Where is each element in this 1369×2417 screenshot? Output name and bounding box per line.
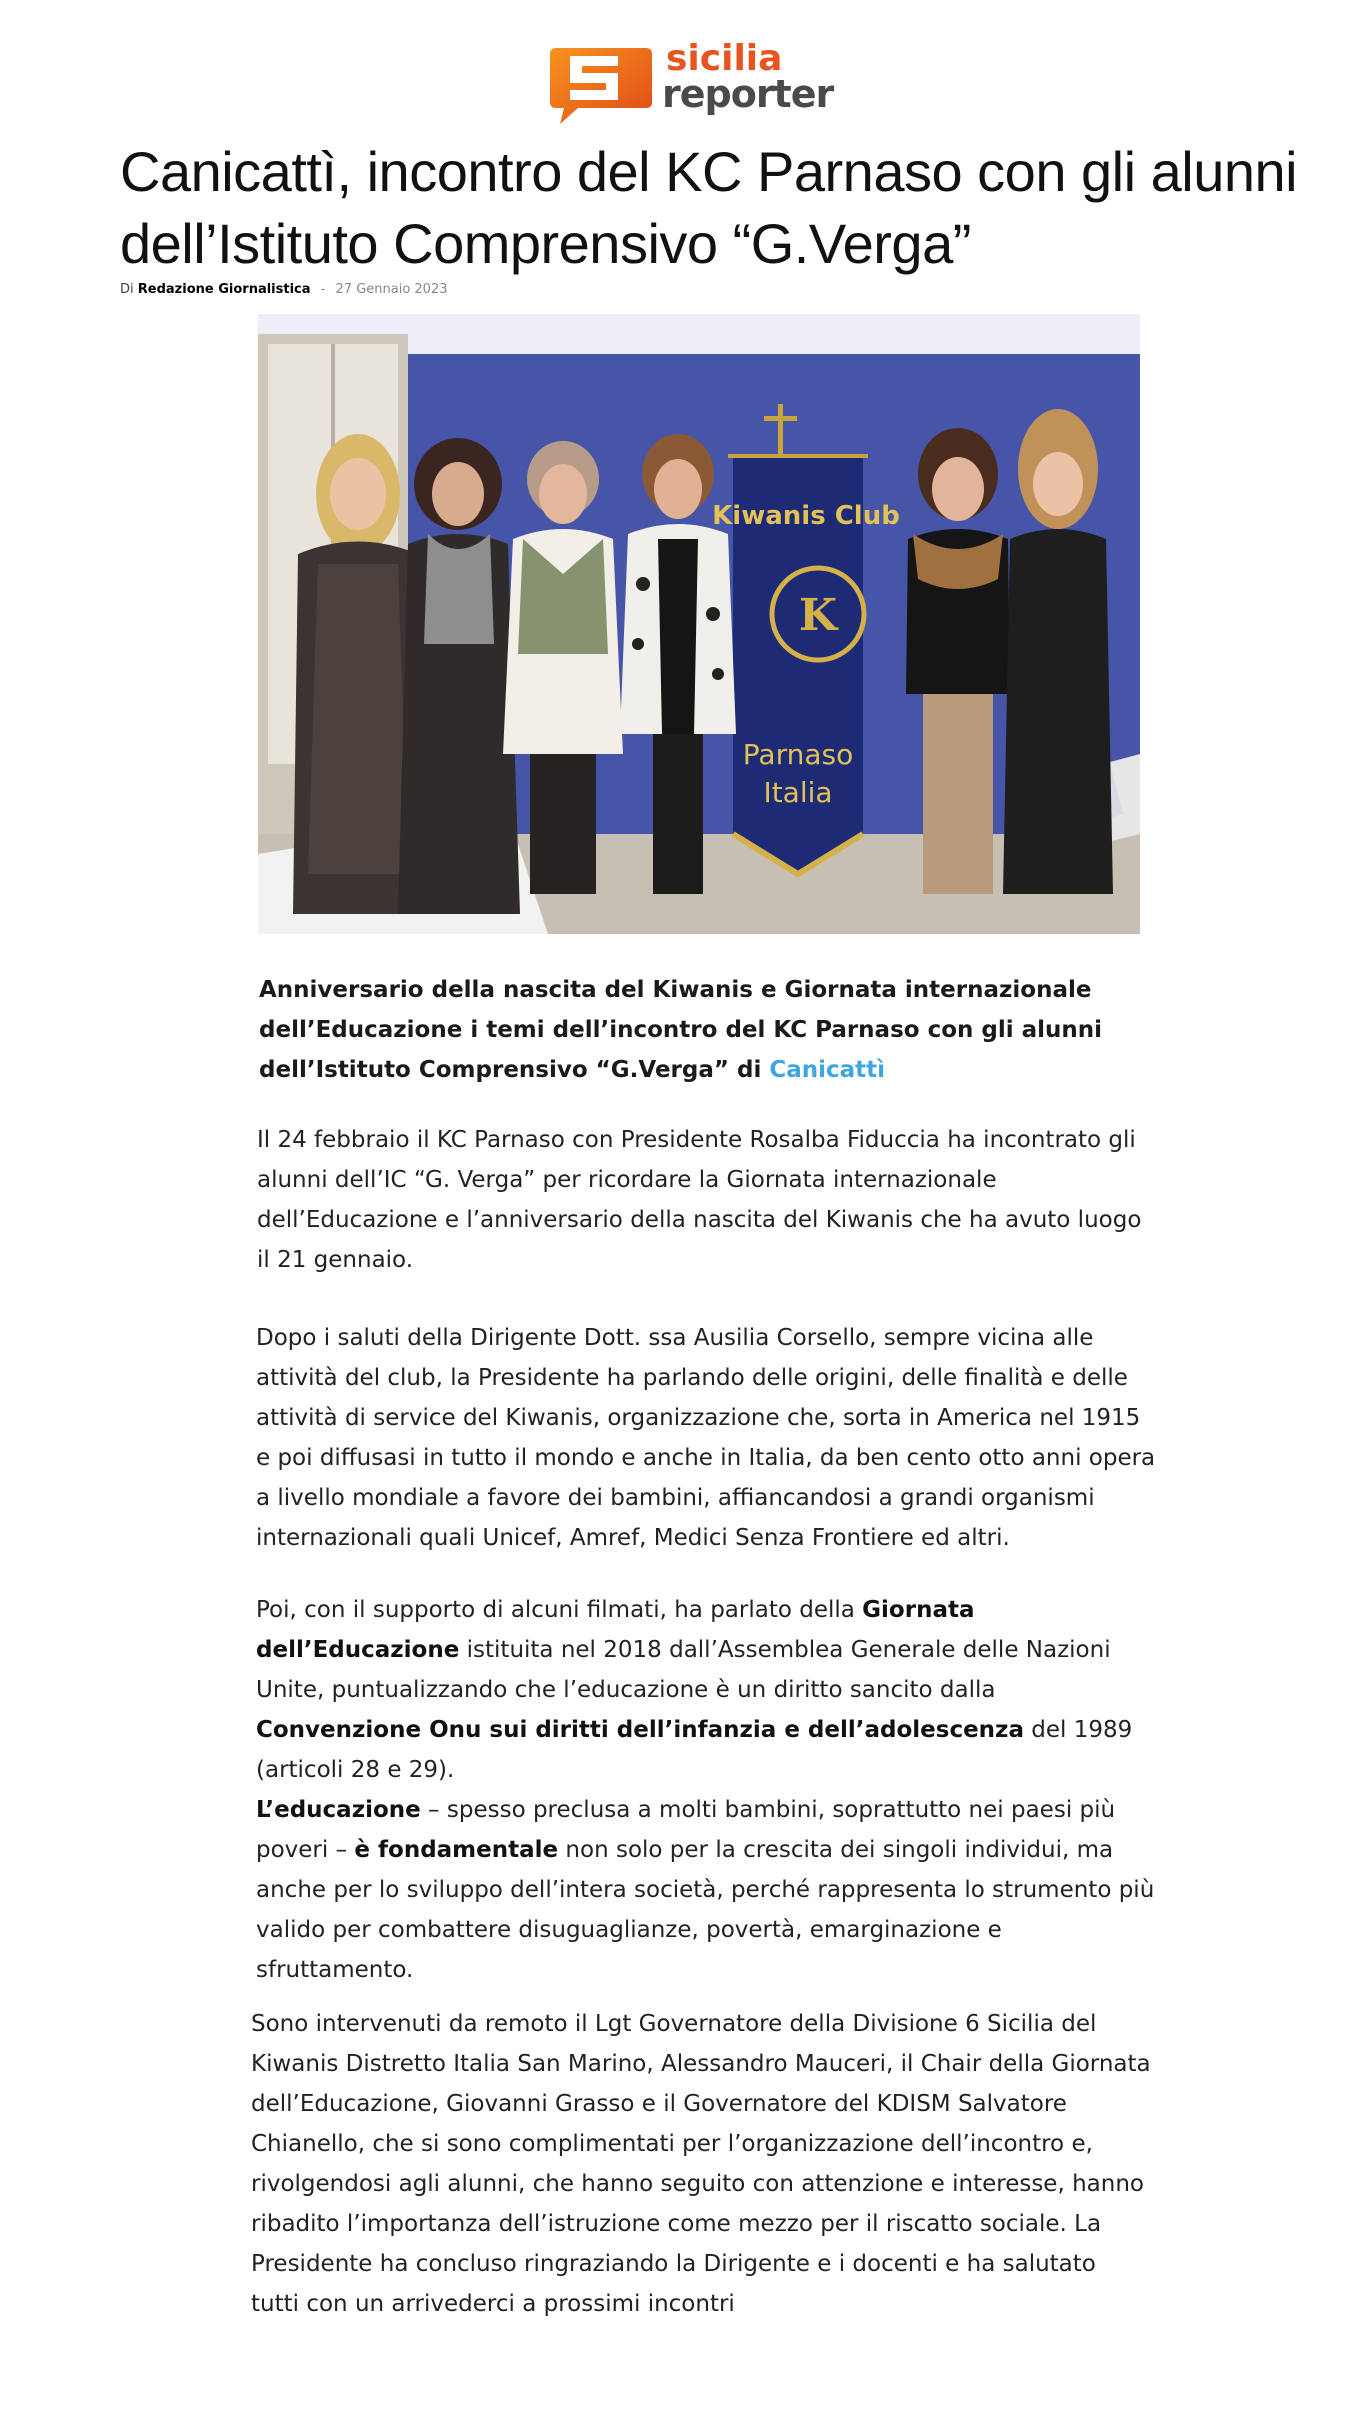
p4-bold-educazione: L’educazione: [256, 1797, 421, 1823]
p3-bold-convenzione: Convenzione Onu sui diritti dell’infanzia e dell’adolescenza: [256, 1717, 1024, 1743]
canicatti-tag-link[interactable]: Canicattì: [769, 1057, 886, 1083]
site-logo[interactable]: [548, 38, 858, 128]
article-paragraph-4: [256, 1790, 1156, 1990]
article-paragraph-1: Il 24 febbraio il KC Parnaso con Presidente Rosalba Fiduccia ha incontrato gli alunni dell’IC “G. Verga” per ricordare la Giornata internazionale dell’Educazione e l’anniversario della nascita del Kiwanis che ha avuto luogo il 21 gennaio.: [257, 1127, 1142, 1273]
p4-text-b: – spesso preclusa a molti bambini, soprattutto nei paesi più poveri –: [256, 1797, 1116, 1863]
article-paragraph-5: Sono intervenuti da remoto il Lgt Governatore della Divisione 6 Sicilia del Kiwanis Distretto Italia San Marino, Alessandro Mauceri, il Chair della Giornata dell’Educazione, Giovanni Grasso e il Governatore del KDISM Salvatore Chianello, che si sono complimentati per l’organizzazione dell’incontro e, rivolgendosi agli alunni, che hanno seguito con attenzione e interesse, hanno ribadito l’importanza dell’istruzione come mezzo per il riscatto sociale. La Presidente ha concluso ringraziando la Dirigente e i docenti e ha salutato tutti con un arrivederci a prossimi incontri: [251, 2011, 1151, 2317]
p3-bold-giornata: Giornata dell’Educazione: [256, 1597, 975, 1663]
logo-wordmark-bottom: reporter: [662, 72, 834, 116]
banner-text-2: Parnaso: [742, 738, 854, 771]
p3-text-c: istituita nel 2018 dall’Assemblea Generale delle Nazioni Unite, puntualizzando che l’educazione è un diritto sancito dalla: [256, 1637, 1111, 1703]
byline-separator: -: [320, 282, 326, 297]
p3-text-a: Poi, con il supporto di alcuni filmati, ha parlato della: [256, 1597, 863, 1623]
publish-date: 27 Gennaio 2023: [335, 282, 448, 297]
article-lead: [259, 970, 1149, 1090]
author-link[interactable]: Redazione Giornalistica: [137, 282, 311, 297]
article-byline: [120, 282, 448, 297]
p4-text-d: non solo per la crescita dei singoli individui, ma anche per lo sviluppo dell’intera società, perché rappresenta lo strumento più valido per combattere disuguaglianze, povertà, emarginazione e sfruttamento.: [256, 1837, 1155, 1983]
group-of-women: [293, 409, 1113, 914]
svg-text:K: K: [798, 590, 838, 641]
logo-wordmark-top: sicilia: [666, 38, 783, 79]
article-paragraph-2: Dopo i saluti della Dirigente Dott. ssa Ausilia Corsello, sempre vicina alle attività del club, la Presidente ha parlando delle origini, delle finalità e delle attività di service del Kiwanis, organizzazione che, sorta in America nel 1915 e poi diffusasi in tutto il mondo e anche in Italia, da ben cento otto anni opera a livello mondiale a favore dei bambini, affiancandosi a grandi organismi internazionali quali Unicef, Amref, Medici Senza Frontiere ed altri.: [256, 1325, 1156, 1551]
byline-prefix: Di: [120, 282, 134, 297]
article-paragraph-3: [256, 1590, 1156, 1790]
p3-text-e: del 1989 (articoli 28 e 29).: [256, 1717, 1133, 1783]
p4-bold-fondamentale: è fondamentale: [354, 1837, 559, 1863]
article-title: Canicattì, incontro del KC Parnaso con gli alunni dell’Istituto Comprensivo “G.Verga”: [120, 140, 1298, 275]
featured-photo: [258, 314, 1140, 934]
banner-text-3: Italia: [763, 776, 833, 809]
lead-text: Anniversario della nascita del Kiwanis e Giornata internazionale dell’Educazione i temi dell’incontro del KC Parnaso con gli alunni dell’Istituto Comprensivo “G.Verga” di: [259, 977, 1103, 1083]
banner-text-1: Kiwanis Club: [712, 501, 900, 531]
s-speech-bubble-logo-icon: [548, 46, 654, 126]
